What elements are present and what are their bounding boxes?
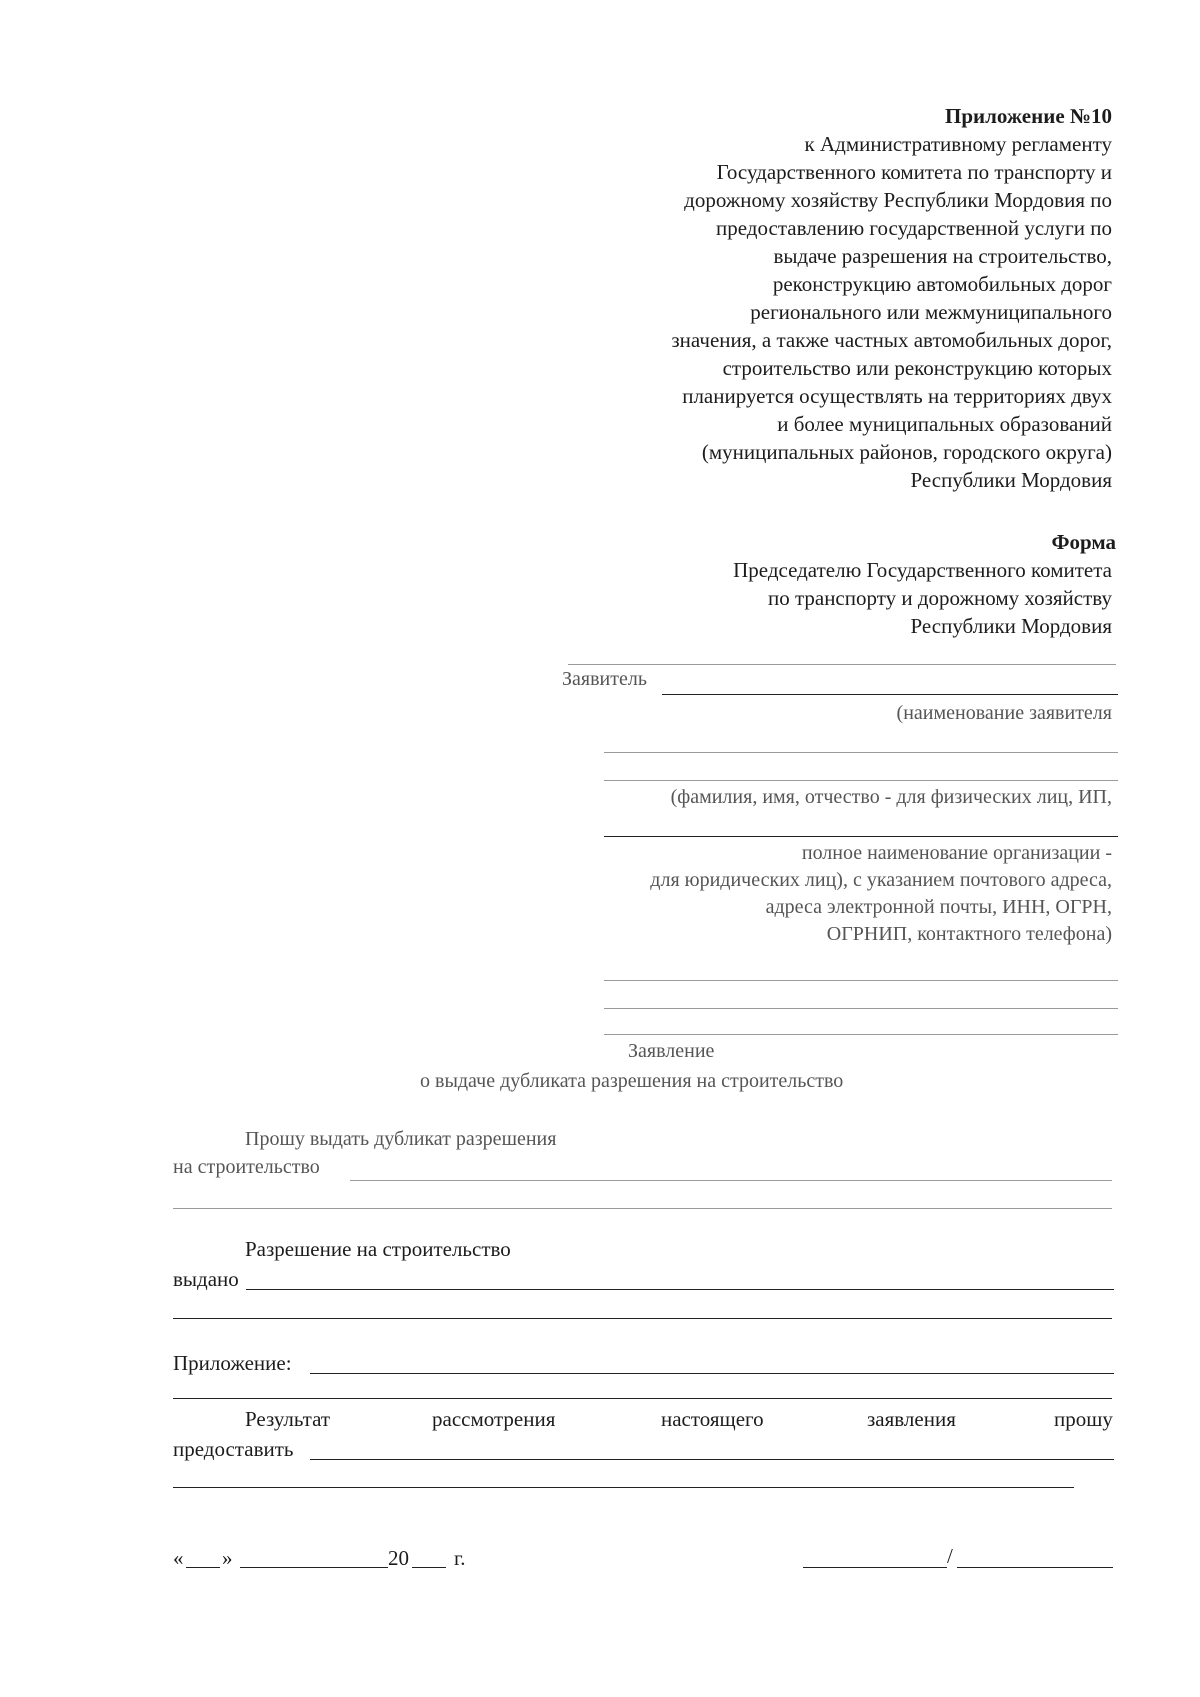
attachment-input-line[interactable] — [310, 1373, 1114, 1374]
form-label: Форма — [1051, 530, 1116, 554]
appendix-line: Государственного комитета по транспорту и — [716, 160, 1112, 184]
result-word: заявления — [867, 1407, 956, 1431]
hint-org-line: для юридических лиц), с указанием почтового адреса, — [650, 869, 1112, 891]
appendix-line: к Административному регламенту — [804, 132, 1112, 156]
appendix-line: выдаче разрешения на строительство, — [773, 244, 1112, 268]
attachment-label: Приложение: — [173, 1351, 292, 1375]
statement-title: Заявление — [628, 1040, 715, 1062]
addressee-line: по транспорту и дорожному хозяйству — [767, 586, 1112, 610]
date-year-prefix: 20 — [388, 1546, 409, 1570]
provide-label: предоставить — [173, 1437, 294, 1461]
applicant-blank-line[interactable] — [604, 836, 1118, 837]
statement-subtitle: о выдаче дубликата разрешения на строительство — [420, 1070, 844, 1092]
addressee-blank-line[interactable] — [568, 664, 1116, 665]
date-quote-close: » — [222, 1546, 233, 1570]
hint-org-line: ОГРНИП, контактного телефона) — [826, 923, 1112, 945]
appendix-line: регионального или межмуниципального — [750, 300, 1112, 324]
provide-input-line[interactable] — [310, 1459, 1114, 1460]
signature-name-field[interactable] — [957, 1567, 1113, 1568]
result-word: Результат — [245, 1407, 331, 1431]
result-word: настоящего — [661, 1407, 764, 1431]
request-line1: Прошу выдать дубликат разрешения — [245, 1128, 557, 1150]
appendix-title: Приложение №10 — [944, 104, 1112, 128]
appendix-line: и более муниципальных образований — [777, 412, 1112, 436]
applicant-blank-line[interactable] — [604, 1008, 1118, 1009]
signature-separator: / — [947, 1544, 953, 1568]
permit-issued-line2: выдано — [173, 1267, 239, 1291]
result-word: прошу — [1054, 1407, 1113, 1431]
request-line2: на строительство — [173, 1156, 320, 1178]
request-input-line[interactable] — [350, 1180, 1112, 1181]
hint-org-line: адреса электронной почты, ИНН, ОГРН, — [765, 896, 1112, 918]
appendix-line: планируется осуществлять на территориях двух — [682, 384, 1112, 408]
attachment-input-line[interactable] — [173, 1398, 1112, 1399]
permit-issued-input-line[interactable] — [246, 1289, 1114, 1290]
provide-input-line[interactable] — [173, 1487, 1074, 1488]
addressee-line: Республики Мордовия — [910, 614, 1112, 638]
applicant-blank-line[interactable] — [604, 752, 1118, 753]
permit-issued-input-line[interactable] — [173, 1318, 1112, 1319]
result-word: рассмотрения — [432, 1407, 556, 1431]
permit-issued-line1: Разрешение на строительство — [245, 1237, 511, 1261]
appendix-line: дорожному хозяйству Республики Мордовия по — [684, 188, 1112, 212]
appendix-line: реконструкцию автомобильных дорог — [772, 272, 1112, 296]
hint-applicant-name: (наименование заявителя — [896, 702, 1112, 724]
request-input-line[interactable] — [173, 1208, 1112, 1209]
applicant-blank-line[interactable] — [604, 1034, 1118, 1035]
date-year-suffix: г. — [454, 1546, 466, 1570]
applicant-blank-line[interactable] — [604, 780, 1118, 781]
date-month-field[interactable] — [240, 1567, 388, 1568]
appendix-line: строительство или реконструкцию которых — [722, 356, 1112, 380]
appendix-line: (муниципальных районов, городского округа) — [701, 440, 1112, 464]
applicant-blank-line[interactable] — [604, 980, 1118, 981]
date-quote-open: « — [173, 1546, 184, 1570]
hint-applicant-person: (фамилия, имя, отчество - для физических лиц, ИП, — [670, 786, 1112, 808]
applicant-label: Заявитель — [562, 668, 647, 690]
date-day-field[interactable] — [186, 1567, 220, 1568]
appendix-line: предоставлению государственной услуги по — [716, 216, 1112, 240]
addressee-line: Председателю Государственного комитета — [733, 558, 1112, 582]
hint-org-line: полное наименование организации - — [801, 842, 1112, 864]
signature-field[interactable] — [803, 1567, 947, 1568]
date-year-field[interactable] — [412, 1567, 446, 1568]
applicant-input-line[interactable] — [662, 694, 1118, 695]
appendix-line: значения, а также частных автомобильных дорог, — [671, 328, 1112, 352]
appendix-line: Республики Мордовия — [910, 468, 1112, 492]
